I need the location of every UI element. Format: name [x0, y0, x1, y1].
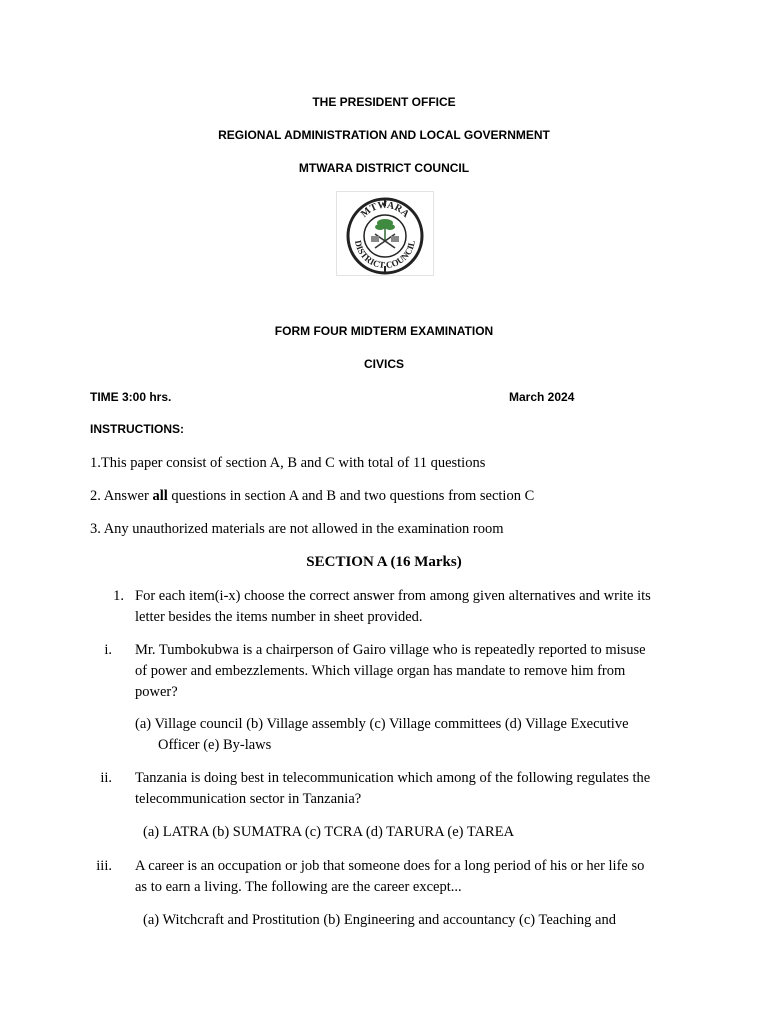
- header-ministry: REGIONAL ADMINISTRATION AND LOCAL GOVERNMENT: [218, 128, 550, 142]
- item-i-text: [135, 640, 646, 703]
- item-iii-options: (a) Witchcraft and Prostitution (b) Engineering and accountancy (c) Teaching and: [143, 912, 616, 928]
- exam-subject: CIVICS: [363, 357, 404, 371]
- instruction-3: 3. Any unauthorized materials are not allowed in the examination room: [90, 521, 504, 537]
- item-i-options: [135, 714, 629, 756]
- item-ii-line-2: telecommunication sector in Tanzania?: [135, 791, 362, 807]
- exam-date: March 2024: [509, 390, 575, 404]
- item-ii-number: ii.: [100, 770, 112, 786]
- item-iii-number: iii.: [96, 858, 112, 874]
- item-i-line-1: Mr. Tumbokubwa is a chairperson of Gairo village who is repeatedly reported to misuse: [135, 642, 646, 658]
- exam-time: TIME 3:00 hrs.: [90, 390, 172, 404]
- item-i-options-line-2: Officer (e) By-laws: [158, 737, 272, 753]
- question-1-line-1: For each item(i-x) choose the correct answer from among given alternatives and write its: [135, 588, 651, 604]
- item-i-line-3: power?: [135, 684, 178, 700]
- instructions-heading: INSTRUCTIONS:: [90, 422, 184, 436]
- question-1-line-2: letter besides the items number in sheet provided.: [135, 609, 423, 625]
- item-i-options-line-1: (a) Village council (b) Village assembly (c) Village committees (d) Village Executive: [135, 716, 629, 732]
- item-ii-text: [135, 768, 650, 810]
- item-iii-line-2: as to earn a living. The following are the career except...: [135, 879, 462, 895]
- svg-text:MTWARA: MTWARA: [359, 199, 412, 220]
- instruction-2-bold: all: [152, 488, 168, 504]
- item-iii-text: [135, 856, 644, 898]
- header-council: MTWARA DISTRICT COUNCIL: [298, 161, 470, 175]
- instruction-2-after: questions in section A and B and two questions from section C: [167, 488, 535, 504]
- exam-title: FORM FOUR MIDTERM EXAMINATION: [274, 324, 494, 338]
- instruction-2: [90, 488, 534, 505]
- council-seal-icon: [336, 191, 434, 276]
- svg-text:DISTRICT COUNCIL: DISTRICT COUNCIL: [353, 239, 417, 271]
- item-ii-options: (a) LATRA (b) SUMATRA (c) TCRA (d) TARURA (e) TAREA: [143, 824, 515, 840]
- question-1-number: 1.: [113, 588, 124, 604]
- header-office: THE PRESIDENT OFFICE: [312, 95, 456, 109]
- question-1-text: [135, 586, 651, 628]
- instruction-1: 1.This paper consist of section A, B and C with total of 11 questions: [90, 455, 486, 471]
- item-ii-line-1: Tanzania is doing best in telecommunication which among of the following regulates the: [135, 770, 651, 786]
- item-i-line-2: of power and embezzlements. Which village organ has mandate to remove him from: [135, 663, 626, 679]
- section-a-title: SECTION A (16 Marks): [306, 554, 462, 570]
- item-iii-line-1: A career is an occupation or job that someone does for a long period of his or her life so: [135, 858, 645, 874]
- instruction-2-before: 2. Answer: [90, 488, 153, 504]
- item-i-number: i.: [104, 642, 112, 658]
